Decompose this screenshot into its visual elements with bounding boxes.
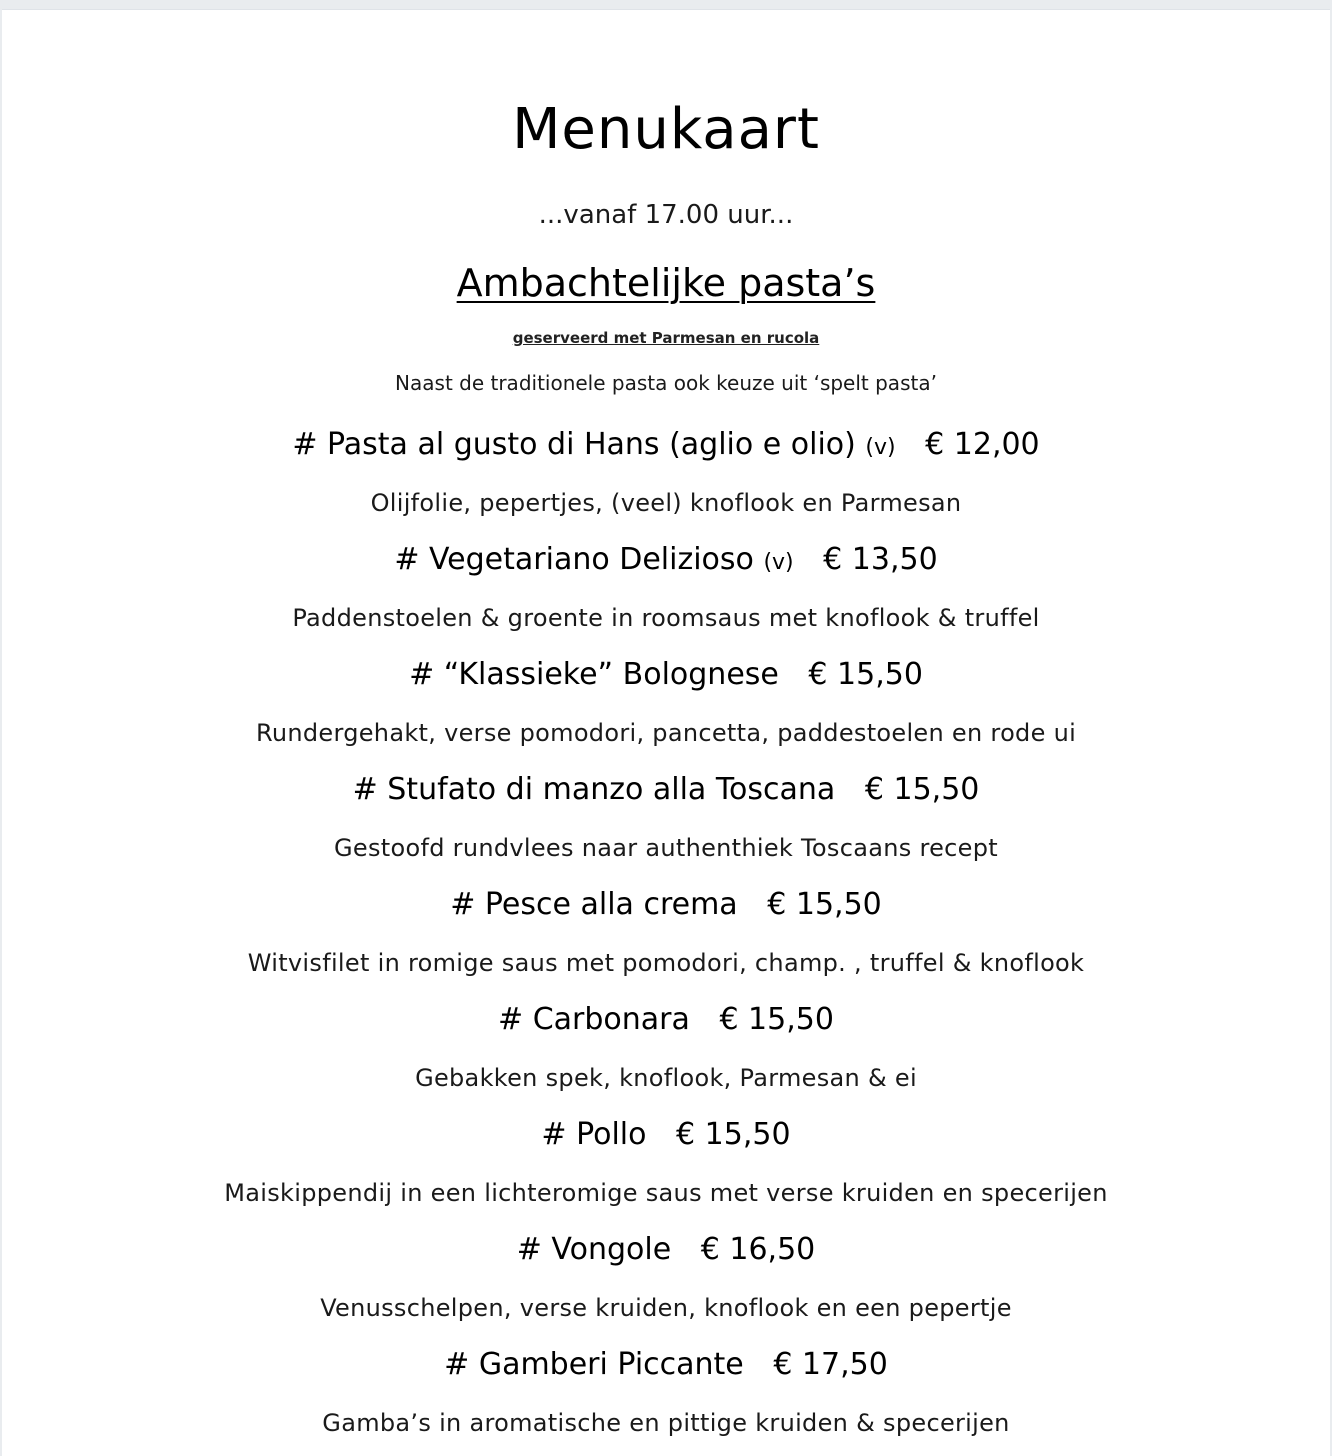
dish-name — [2, 427, 1330, 462]
dish-name — [2, 772, 1330, 807]
dish-description: Gebakken spek, knoflook, Parmesan & ei — [415, 1064, 917, 1092]
dish-price: € 15,50 — [864, 772, 980, 807]
dish-name — [2, 1347, 1330, 1382]
menu-page — [2, 9, 1330, 1456]
dish-description: Gamba’s in aromatische en pittige kruiden & specerijen — [322, 1409, 1010, 1437]
dish-price: € 15,50 — [676, 1117, 791, 1152]
section-note: geserveerd met Parmesan en rucola — [512, 329, 820, 347]
dish-description: Maiskippendij in een lichteromige saus met verse kruiden en specerijen — [224, 1179, 1108, 1207]
dish-description: Witvisfilet in romige saus met pomodori, champ. , truffel & knoflook — [247, 949, 1085, 977]
dish-description: Gestoofd rundvlees naar authenthiek Toscaans recept — [334, 834, 998, 862]
dish-title: # Vegetariano Delizioso — [394, 542, 754, 577]
dish-description: Venusschelpen, verse kruiden, knoflook en een pepertje — [320, 1294, 1012, 1322]
dish-title: # Pollo — [541, 1117, 647, 1152]
dish-price: € 15,50 — [767, 887, 882, 922]
dish-price: € 16,50 — [700, 1232, 816, 1267]
dish-name — [2, 542, 1330, 577]
menu-subtitle: ...vanaf 17.00 uur... — [538, 200, 794, 230]
dish-price: € 12,00 — [925, 427, 1040, 462]
dish-title: # “Klassieke” Bolognese — [409, 657, 779, 692]
dish-title: # Pesce alla crema — [450, 887, 738, 922]
dish-title: # Gamberi Piccante — [444, 1347, 744, 1382]
dish-title: # Stufato di manzo alla Toscana — [352, 772, 836, 807]
dish-price: € 15,50 — [719, 1002, 834, 1037]
dish-name — [2, 1002, 1330, 1037]
section-intro: Naast de traditionele pasta ook keuze uit ‘spelt pasta’ — [395, 371, 937, 395]
menu-title: Menukaart — [512, 97, 820, 162]
dish-name — [2, 657, 1330, 692]
dish-description: Paddenstoelen & groente in roomsaus met knoflook & truffel — [292, 604, 1040, 632]
dish-description: Rundergehakt, verse pomodori, pancetta, paddestoelen en rode ui — [255, 719, 1077, 747]
dish-title: # Vongole — [516, 1232, 672, 1267]
dish-title: # Carbonara — [498, 1002, 690, 1037]
dish-title: # Pasta al gusto di Hans (aglio e olio) — [292, 427, 856, 462]
dish-name — [2, 1232, 1330, 1267]
dish-price: € 13,50 — [823, 542, 938, 577]
dish-price: € 17,50 — [773, 1347, 888, 1382]
dish-description: Olijfolie, pepertjes, (veel) knoflook en Parmesan — [370, 489, 962, 517]
section-title: Ambachtelijke pasta’s — [456, 261, 876, 305]
vegetarian-tag: (v) — [763, 550, 794, 575]
vegetarian-tag: (v) — [865, 435, 896, 460]
dish-name — [2, 1117, 1330, 1152]
dish-price: € 15,50 — [808, 657, 923, 692]
dish-name — [2, 887, 1330, 922]
